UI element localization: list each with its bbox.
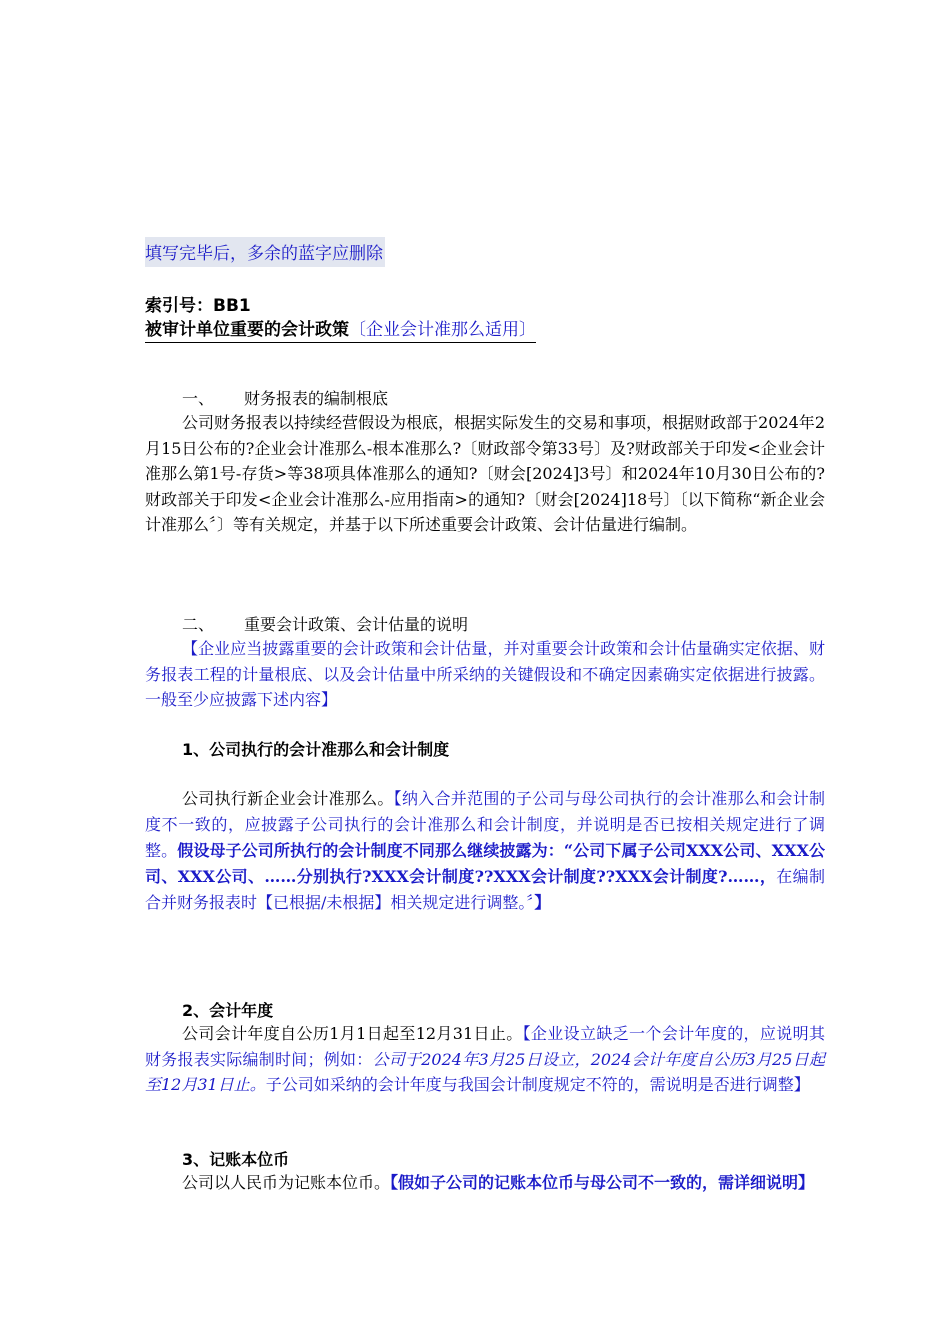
subsection-1-body <box>145 786 825 916</box>
subsection-1-note-b: 在编制合并财务报表时【已根据/未根据】相关规定进行调整。〞 <box>145 867 825 912</box>
document-title <box>145 315 536 343</box>
subsection-3-body <box>145 1170 825 1196</box>
section-1-heading <box>145 386 388 409</box>
subsection-2-note-a: 【企业设立缺乏一个会计年度的，应说明其财务报表实际编制时间；例如： <box>145 1024 825 1069</box>
deletion-notice: 填写完毕后，多余的蓝字应删除 <box>145 237 385 267</box>
subsection-1-heading: 1、公司执行的会计准那么和会计制度 <box>182 740 450 759</box>
subsection-3-note: 【假如子公司的记账本位币与母公司不一致的，需详细说明】 <box>390 1173 815 1192</box>
subsection-2-text: 公司会计年度自公历1月1日起至12月31日止。 <box>182 1024 523 1043</box>
section-2-title: 重要会计政策、会计估量的说明 <box>244 615 469 634</box>
subsection-2-body <box>145 1021 825 1098</box>
subsection-2-example: 公司于2024年3月25日设立，2024会计年度自公历3月25日起至12月31日止。 <box>145 1049 825 1094</box>
subsection-1-note-bold: 假设母子公司所执行的会计制度不同那么继续披露为：“公司下属子公司XXX公司、XXX公司、XXX公司、……分别执行?XXX会计制度??XXX会计制度??XXX会计制度?……， <box>145 841 825 886</box>
section-1-number: 一、 <box>182 389 215 408</box>
section-1-body: 公司财务报表以持续经营假设为根底，根据实际发生的交易和事项，根据财政部于2024年2月15日公布的?企业会计准那么-根本准那么?〔财政部令第33号〕及?财政部关于印发<企业会计准那么第1号-存货>等38项具体准那么的通知?〔财会[2024]3号〕和2024年10月30日公布的?财政部关于印发<企业会计准那么-应用指南>的通知?〔财会[2024]18号〕〔以下简称“新企业会计准那么〞〕等有关规定，并基于以下所述重要会计政策、会计估量进行编制。 <box>145 413 825 534</box>
index-number: 索引号：BB1 <box>145 296 251 316</box>
document-title-scope: 〔企业会计准那么适用〕 <box>349 320 536 340</box>
section-2-heading <box>145 612 468 635</box>
document-title-main: 被审计单位重要的会计政策 <box>145 320 349 340</box>
section-2-number: 二、 <box>182 615 215 634</box>
subsection-3-text: 公司以人民币为记账本位币。 <box>182 1173 391 1192</box>
subsection-3-heading: 3、记账本位币 <box>182 1150 290 1169</box>
section-2-note: 【企业应当披露重要的会计政策和会计估量，并对重要会计政策和会计估量确实定依据、财务报表工程的计量根底、以及会计估量中所采纳的关键假设和不确定因素确实定依据进行披露。一般至少应披露下述内容】 <box>145 639 825 709</box>
section-1-title: 财务报表的编制根底 <box>244 389 389 408</box>
subsection-1-note-a: 【纳入合并范围的子公司与母公司执行的会计准那么和会计制度不一致的，应披露子公司执行的会计准那么和会计制度，并说明是否已按相关规定进行了调整。 <box>145 789 825 860</box>
subsection-2-heading: 2、会计年度 <box>182 1001 274 1020</box>
subsection-1-note-end: 】 <box>534 893 551 912</box>
subsection-1-text: 公司执行新企业会计准那么。 <box>182 789 394 808</box>
subsection-2-note-b: 子公司如采纳的会计年度与我国会计制度规定不符的，需说明是否进行调整】 <box>265 1075 810 1094</box>
